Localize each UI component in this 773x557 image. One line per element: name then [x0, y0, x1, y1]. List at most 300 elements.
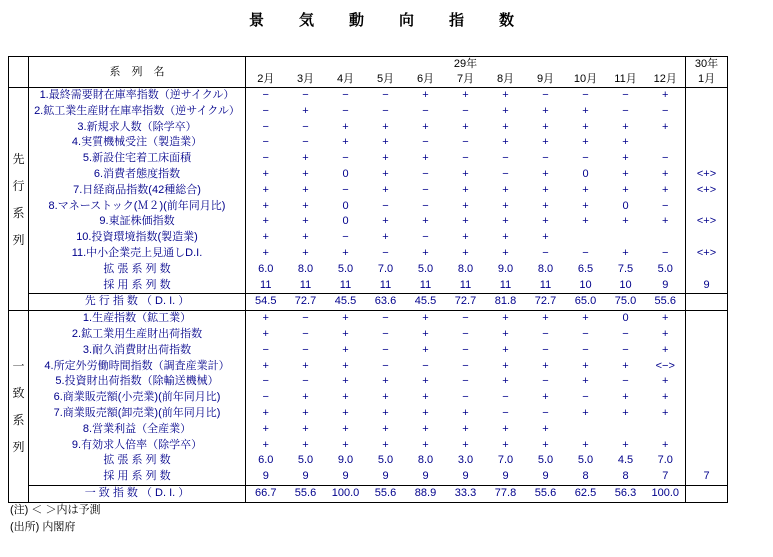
- coincident-series-row: [9, 343, 728, 359]
- leading-group-char: 系: [12, 205, 25, 220]
- value-cell: −: [582, 343, 589, 356]
- value-cell: −: [342, 152, 349, 165]
- value-cell: −: [382, 343, 389, 356]
- value-cell: +: [582, 104, 589, 117]
- value-cell: 11: [339, 278, 352, 291]
- value-cell: +: [342, 312, 349, 325]
- index-value-cell: 55.6: [366, 485, 406, 502]
- leading-series-row: [9, 183, 728, 199]
- value-cell: +: [302, 104, 309, 117]
- value-cell: +: [342, 327, 349, 340]
- jan-value-cell: [686, 151, 728, 167]
- series-name: 1.最終需要財在庫率指数（逆サイクル）: [29, 88, 246, 104]
- series-name: 拡 張 系 列 数: [29, 453, 246, 469]
- month-jan-header: 1月: [686, 72, 728, 88]
- value-cell: −: [302, 120, 309, 133]
- leading-series-row: [9, 246, 728, 262]
- value-cell: 11: [379, 278, 392, 291]
- value-cell: +: [462, 215, 469, 228]
- year-right-header: 30年: [694, 58, 719, 70]
- coincident-series-row: [9, 406, 728, 422]
- index-value-cell: 62.5: [566, 485, 606, 502]
- value-cell: 9.0: [337, 454, 354, 467]
- jan-value-cell: <+>: [696, 246, 717, 259]
- value-cell: +: [342, 422, 349, 435]
- value-cell: +: [542, 167, 549, 180]
- value-cell: 6.0: [258, 262, 274, 275]
- jan-value-cell: <+>: [696, 183, 717, 196]
- value-cell: +: [422, 89, 429, 101]
- value-cell: +: [262, 438, 269, 451]
- month-header: 7月: [446, 72, 486, 88]
- footnotes: [10, 502, 100, 536]
- series-name: 6.商業販売額(小売業)(前年同月比): [29, 390, 246, 406]
- month-header: 8月: [486, 72, 526, 88]
- value-cell: +: [262, 246, 269, 259]
- value-cell: +: [342, 359, 349, 372]
- value-cell: 11: [419, 278, 432, 291]
- value-cell: +: [502, 120, 509, 133]
- value-cell: −: [622, 375, 629, 388]
- index-value-cell: 45.5: [406, 294, 446, 311]
- value-cell: 11: [260, 278, 272, 291]
- leading-series-row: [9, 151, 728, 167]
- value-cell: −: [582, 89, 589, 101]
- value-cell: +: [422, 152, 429, 165]
- value-cell: +: [382, 231, 389, 244]
- note-source: (出所) 内閣府: [10, 521, 76, 533]
- coincident-index-row: [9, 485, 728, 502]
- value-cell: +: [422, 343, 429, 356]
- value-cell: +: [342, 136, 349, 149]
- value-cell: −: [646, 246, 686, 262]
- value-cell: 5.0: [337, 262, 354, 275]
- value-cell: 9: [302, 470, 309, 483]
- value-cell: +: [342, 406, 349, 419]
- coincident-series-row: [9, 311, 728, 327]
- value-cell: +: [462, 422, 469, 435]
- value-cell: +: [502, 359, 509, 372]
- month-header: 11月: [606, 72, 646, 88]
- header-row-year: [9, 57, 728, 73]
- value-cell: −: [262, 391, 269, 404]
- coincident-group-char: 系: [12, 412, 25, 427]
- month-header: 9月: [526, 72, 566, 88]
- value-cell: −: [262, 375, 269, 388]
- value-cell: +: [422, 215, 429, 228]
- value-cell: +: [462, 167, 469, 180]
- value-cell: 5.0: [377, 454, 394, 467]
- value-cell: +: [502, 312, 509, 325]
- index-value-cell: 54.5: [246, 294, 286, 311]
- index-value-cell: 75.0: [606, 294, 646, 311]
- value-cell: −: [342, 89, 349, 101]
- value-cell: 5.0: [577, 454, 594, 467]
- value-cell: −: [582, 246, 589, 259]
- leading-series-row: [9, 214, 728, 230]
- value-cell: 8.0: [457, 262, 474, 275]
- value-cell: +: [622, 438, 629, 451]
- value-cell: 11: [539, 278, 552, 291]
- value-cell: +: [342, 120, 349, 133]
- value-cell: −: [462, 327, 469, 340]
- index-value-cell: 33.3: [446, 485, 486, 502]
- value-cell: +: [382, 391, 389, 404]
- value-cell: −: [622, 327, 629, 340]
- leading-series-row: [9, 104, 728, 120]
- value-cell: +: [302, 422, 309, 435]
- value-cell: −: [262, 136, 269, 149]
- value-cell: +: [542, 312, 549, 325]
- jan-value-cell: [686, 453, 728, 469]
- value-cell: [606, 422, 646, 438]
- jan-value-cell: [686, 199, 728, 215]
- value-cell: +: [262, 406, 269, 419]
- coincident-group-char: 列: [12, 439, 25, 454]
- series-name: 5.新設住宅着工床面積: [29, 151, 246, 167]
- leading-series-row: [9, 120, 728, 136]
- series-name: 10.投資環境指数(製造業): [29, 230, 246, 246]
- value-cell: +: [422, 312, 429, 325]
- value-cell: −: [422, 104, 429, 117]
- page-title: 景 気 動 向 指 数: [248, 12, 524, 29]
- value-cell: −: [622, 343, 629, 356]
- value-cell: −: [462, 343, 469, 356]
- index-value-cell: 72.7: [446, 294, 486, 311]
- value-cell: +: [262, 199, 269, 212]
- value-cell: 11: [499, 278, 512, 291]
- leading-series-row: [9, 262, 728, 278]
- value-cell: +: [582, 359, 589, 372]
- jan-value-cell: [686, 438, 728, 454]
- value-cell: +: [646, 311, 686, 327]
- coincident-group-char: 一: [12, 358, 25, 373]
- series-name: 3.新規求人数（除学卒）: [29, 120, 246, 136]
- year-left-header: 29年: [246, 57, 686, 73]
- leading-index-row: [9, 294, 728, 311]
- value-cell: +: [422, 375, 429, 388]
- series-name: 9.東証株価指数: [29, 214, 246, 230]
- jan-value-cell: [686, 311, 728, 327]
- value-cell: −: [342, 104, 349, 117]
- value-cell: +: [302, 246, 309, 259]
- month-header: 12月: [646, 72, 686, 88]
- index-value-cell: 65.0: [566, 294, 606, 311]
- value-cell: +: [542, 104, 549, 117]
- value-cell: 11: [459, 278, 472, 291]
- value-cell: −: [342, 183, 349, 196]
- value-cell: 7: [646, 469, 686, 485]
- value-cell: 5.0: [417, 262, 434, 275]
- index-value-cell: 81.8: [486, 294, 526, 311]
- value-cell: +: [262, 359, 269, 372]
- coincident-series-row: [9, 390, 728, 406]
- value-cell: +: [262, 167, 269, 180]
- series-name: 8.マネーストック(Ｍ２)(前年同月比): [29, 199, 246, 215]
- value-cell: +: [262, 327, 269, 340]
- jan-value-cell: 7: [703, 470, 710, 483]
- jan-value-cell: <+>: [696, 215, 717, 228]
- value-cell: −: [582, 152, 589, 165]
- value-cell: 9: [382, 470, 389, 483]
- value-cell: +: [462, 231, 469, 244]
- coincident-group-label: [9, 311, 29, 503]
- value-cell: +: [502, 231, 509, 244]
- value-cell: +: [462, 89, 469, 101]
- value-cell: −: [262, 152, 269, 165]
- leading-series-row: [9, 278, 728, 294]
- value-cell: +: [646, 214, 686, 230]
- leading-series-row: [9, 199, 728, 215]
- value-cell: 9: [422, 470, 429, 483]
- leading-group-label-text: [9, 88, 28, 310]
- value-cell: −: [262, 120, 269, 133]
- value-cell: −: [262, 89, 269, 101]
- value-cell: 7.0: [646, 453, 686, 469]
- value-cell: +: [302, 406, 309, 419]
- value-cell: +: [302, 215, 309, 228]
- value-cell: −: [422, 199, 429, 212]
- value-cell: +: [502, 438, 509, 451]
- jan-value-cell: [686, 120, 728, 136]
- value-cell: +: [382, 136, 389, 149]
- value-cell: +: [542, 215, 549, 228]
- value-cell: +: [582, 120, 589, 133]
- index-value-cell: 72.7: [286, 294, 326, 311]
- jan-value-cell: [686, 406, 728, 422]
- value-cell: −: [502, 391, 509, 404]
- month-header: 2月: [246, 72, 286, 88]
- series-name: 拡 張 系 列 数: [29, 262, 246, 278]
- value-cell: −: [646, 151, 686, 167]
- value-cell: −: [302, 327, 309, 340]
- value-cell: [646, 135, 686, 151]
- value-cell: −: [302, 136, 309, 149]
- coincident-group-char: 致: [12, 385, 25, 400]
- table-header: [9, 57, 728, 88]
- value-cell: 7.0: [377, 262, 394, 275]
- value-cell: +: [502, 422, 509, 435]
- value-cell: [566, 230, 606, 246]
- index-jan-cell: [686, 485, 728, 502]
- index-value-cell: 63.6: [366, 294, 406, 311]
- value-cell: +: [422, 327, 429, 340]
- value-cell: +: [622, 391, 629, 404]
- corner-cell: [9, 57, 29, 88]
- month-header: 3月: [286, 72, 326, 88]
- coincident-series-row: [9, 327, 728, 343]
- value-cell: −: [622, 89, 629, 101]
- month-header: 10月: [566, 72, 606, 88]
- value-cell: +: [382, 406, 389, 419]
- value-cell: 0: [622, 199, 629, 212]
- value-cell: +: [342, 246, 349, 259]
- index-value-cell: 77.8: [486, 485, 526, 502]
- index-value-cell: 100.0: [326, 485, 366, 502]
- value-cell: +: [646, 374, 686, 390]
- value-cell: +: [622, 406, 629, 419]
- value-cell: +: [422, 120, 429, 133]
- value-cell: −: [462, 375, 469, 388]
- value-cell: 8: [582, 470, 589, 483]
- value-cell: −: [462, 359, 469, 372]
- value-cell: −: [502, 152, 509, 165]
- value-cell: −: [542, 152, 549, 165]
- value-cell: −: [382, 89, 389, 101]
- value-cell: +: [382, 120, 389, 133]
- note-forecast: (注) ＜ ＞内は予測: [10, 504, 101, 516]
- index-value-cell: 55.6: [646, 294, 686, 311]
- value-cell: +: [262, 422, 269, 435]
- value-cell: +: [302, 199, 309, 212]
- coincident-series-row: [9, 453, 728, 469]
- value-cell: −: [582, 327, 589, 340]
- value-cell: 9: [502, 470, 509, 483]
- value-cell: +: [462, 246, 469, 259]
- value-cell: −: [302, 89, 309, 101]
- value-cell: +: [646, 343, 686, 359]
- value-cell: −: [302, 312, 309, 325]
- value-cell: +: [622, 246, 629, 259]
- value-cell: +: [646, 327, 686, 343]
- value-cell: −: [502, 406, 509, 419]
- value-cell: −: [422, 167, 429, 180]
- index-value-cell: 45.5: [326, 294, 366, 311]
- index-jan-cell: [686, 294, 728, 311]
- value-cell: +: [462, 438, 469, 451]
- value-cell: −: [422, 136, 429, 149]
- value-cell: 9: [342, 470, 349, 483]
- leading-series-row: [9, 88, 728, 104]
- value-cell: +: [382, 167, 389, 180]
- value-cell: +: [542, 359, 549, 372]
- value-cell: +: [582, 438, 589, 451]
- value-cell: +: [502, 199, 509, 212]
- jan-value-cell: [686, 230, 728, 246]
- value-cell: −: [542, 343, 549, 356]
- value-cell: +: [502, 246, 509, 259]
- value-cell: 6.5: [577, 262, 594, 275]
- value-cell: +: [502, 327, 509, 340]
- coincident-group-label-text: [9, 311, 28, 502]
- index-value-cell: 56.3: [606, 485, 646, 502]
- table-body: [9, 88, 728, 503]
- coincident-series-row: [9, 438, 728, 454]
- value-cell: −: [542, 246, 549, 259]
- value-cell: +: [622, 215, 629, 228]
- value-cell: +: [462, 183, 469, 196]
- value-cell: +: [262, 312, 269, 325]
- series-name: 3.耐久消費財出荷指数: [29, 343, 246, 359]
- series-name: 4.実質機械受注（製造業）: [29, 135, 246, 151]
- coincident-series-row: [9, 359, 728, 375]
- series-name: 2.鉱工業用生産財出荷指数: [29, 327, 246, 343]
- value-cell: 9: [262, 470, 269, 483]
- value-cell: −: [542, 327, 549, 340]
- value-cell: 7.0: [497, 454, 514, 467]
- value-cell: [566, 422, 606, 438]
- value-cell: −: [382, 199, 389, 212]
- value-cell: +: [582, 183, 589, 196]
- value-cell: 5.0: [297, 454, 314, 467]
- value-cell: +: [582, 312, 589, 325]
- value-cell: +: [582, 406, 589, 419]
- jan-value-cell: [686, 135, 728, 151]
- value-cell: <−>: [646, 359, 686, 375]
- coincident-series-row: [9, 469, 728, 485]
- leading-group-char: 先: [12, 151, 25, 166]
- value-cell: 9.0: [497, 262, 514, 275]
- series-name: 6.消費者態度指数: [29, 167, 246, 183]
- value-cell: 0: [582, 167, 589, 180]
- coincident-series-row: [9, 374, 728, 390]
- value-cell: +: [502, 183, 509, 196]
- value-cell: +: [502, 215, 509, 228]
- value-cell: +: [582, 199, 589, 212]
- value-cell: 10: [619, 278, 632, 291]
- leading-series-row: [9, 167, 728, 183]
- value-cell: +: [582, 136, 589, 149]
- jan-value-cell: [686, 422, 728, 438]
- value-cell: +: [262, 215, 269, 228]
- index-value-cell: 72.7: [526, 294, 566, 311]
- value-cell: +: [542, 391, 549, 404]
- value-cell: +: [542, 231, 549, 244]
- value-cell: +: [462, 120, 469, 133]
- value-cell: −: [582, 391, 589, 404]
- value-cell: +: [646, 183, 686, 199]
- value-cell: −: [382, 312, 389, 325]
- value-cell: +: [422, 406, 429, 419]
- value-cell: −: [542, 375, 549, 388]
- value-cell: +: [342, 391, 349, 404]
- value-cell: 9: [462, 470, 469, 483]
- jan-value-cell: [686, 374, 728, 390]
- value-cell: +: [382, 152, 389, 165]
- value-cell: [606, 230, 646, 246]
- value-cell: +: [302, 183, 309, 196]
- value-cell: 10: [579, 278, 592, 291]
- month-header: 4月: [326, 72, 366, 88]
- series-name-header: 系 列 名: [29, 57, 246, 88]
- index-value-cell: 88.9: [406, 485, 446, 502]
- value-cell: +: [622, 136, 629, 149]
- value-cell: 0: [622, 312, 629, 325]
- value-cell: −: [262, 104, 269, 117]
- value-cell: +: [422, 438, 429, 451]
- series-name: 11.中小企業売上見通しD.I.: [29, 246, 246, 262]
- value-cell: +: [462, 199, 469, 212]
- value-cell: −: [342, 231, 349, 244]
- value-cell: +: [302, 231, 309, 244]
- value-cell: −: [646, 199, 686, 215]
- value-cell: +: [342, 375, 349, 388]
- value-cell: 7.5: [617, 262, 634, 275]
- value-cell: 4.5: [617, 454, 634, 467]
- jan-value-cell: <+>: [696, 167, 717, 180]
- value-cell: −: [382, 327, 389, 340]
- index-value-cell: 55.6: [286, 485, 326, 502]
- index-value-cell: 66.7: [246, 485, 286, 502]
- value-cell: +: [302, 359, 309, 372]
- value-cell: −: [462, 104, 469, 117]
- value-cell: +: [302, 152, 309, 165]
- index-value-cell: 100.0: [646, 485, 686, 502]
- coincident-index-label: 一 致 指 数 （ D. I. ）: [29, 485, 246, 502]
- value-cell: +: [646, 167, 686, 183]
- value-cell: +: [342, 343, 349, 356]
- value-cell: −: [422, 359, 429, 372]
